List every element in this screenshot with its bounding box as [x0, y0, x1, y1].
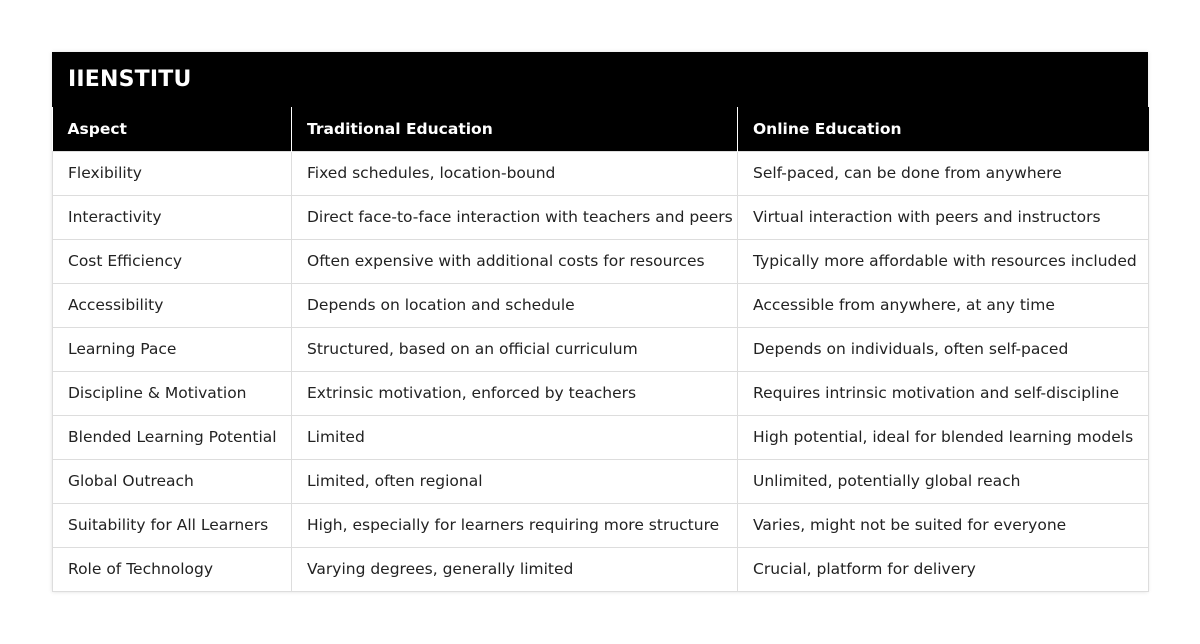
table-cell-aspect: Accessibility: [53, 283, 292, 327]
table-cell-traditional: Varying degrees, generally limited: [292, 547, 738, 591]
table-cell-aspect: Flexibility: [53, 151, 292, 195]
table-cell-traditional: Limited: [292, 415, 738, 459]
table-cell-aspect: Role of Technology: [53, 547, 292, 591]
table-cell-traditional: Extrinsic motivation, enforced by teachers: [292, 371, 738, 415]
table-cell-online: Requires intrinsic motivation and self-discipline: [738, 371, 1149, 415]
table-cell-traditional: Limited, often regional: [292, 459, 738, 503]
table-header-row: [53, 107, 1149, 151]
table-cell-aspect: Blended Learning Potential: [53, 415, 292, 459]
table-cell-online: Accessible from anywhere, at any time: [738, 283, 1149, 327]
table-cell-aspect: Learning Pace: [53, 327, 292, 371]
table-cell-traditional: Structured, based on an official curriculum: [292, 327, 738, 371]
table-cell-online: Unlimited, potentially global reach: [738, 459, 1149, 503]
comparison-table: [52, 107, 1149, 592]
comparison-table-container: [52, 52, 1148, 592]
table-cell-online: Varies, might not be suited for everyone: [738, 503, 1149, 547]
table-row: [53, 283, 1149, 327]
table-cell-online: High potential, ideal for blended learning models: [738, 415, 1149, 459]
table-row: [53, 371, 1149, 415]
table-row: [53, 327, 1149, 371]
table-row: [53, 415, 1149, 459]
column-header-aspect: Aspect: [53, 107, 292, 151]
table-cell-traditional: Depends on location and schedule: [292, 283, 738, 327]
table-row: [53, 547, 1149, 591]
table-cell-aspect: Interactivity: [53, 195, 292, 239]
table-cell-aspect: Cost Efficiency: [53, 239, 292, 283]
table-cell-aspect: Suitability for All Learners: [53, 503, 292, 547]
table-row: [53, 459, 1149, 503]
brand-title: IIENSTITU: [68, 67, 192, 92]
table-row: [53, 503, 1149, 547]
table-row: [53, 239, 1149, 283]
table-cell-traditional: Direct face-to-face interaction with teachers and peers: [292, 195, 738, 239]
column-header-traditional: Traditional Education: [292, 107, 738, 151]
table-cell-aspect: Global Outreach: [53, 459, 292, 503]
table-cell-online: Self-paced, can be done from anywhere: [738, 151, 1149, 195]
table-cell-online: Crucial, platform for delivery: [738, 547, 1149, 591]
table-cell-traditional: Fixed schedules, location-bound: [292, 151, 738, 195]
table-cell-traditional: Often expensive with additional costs for resources: [292, 239, 738, 283]
table-cell-aspect: Discipline & Motivation: [53, 371, 292, 415]
table-row: [53, 151, 1149, 195]
brand-title-bar: [52, 52, 1148, 107]
table-cell-traditional: High, especially for learners requiring more structure: [292, 503, 738, 547]
table-cell-online: Virtual interaction with peers and instructors: [738, 195, 1149, 239]
table-row: [53, 195, 1149, 239]
table-cell-online: Typically more affordable with resources included: [738, 239, 1149, 283]
table-cell-online: Depends on individuals, often self-paced: [738, 327, 1149, 371]
column-header-online: Online Education: [738, 107, 1149, 151]
